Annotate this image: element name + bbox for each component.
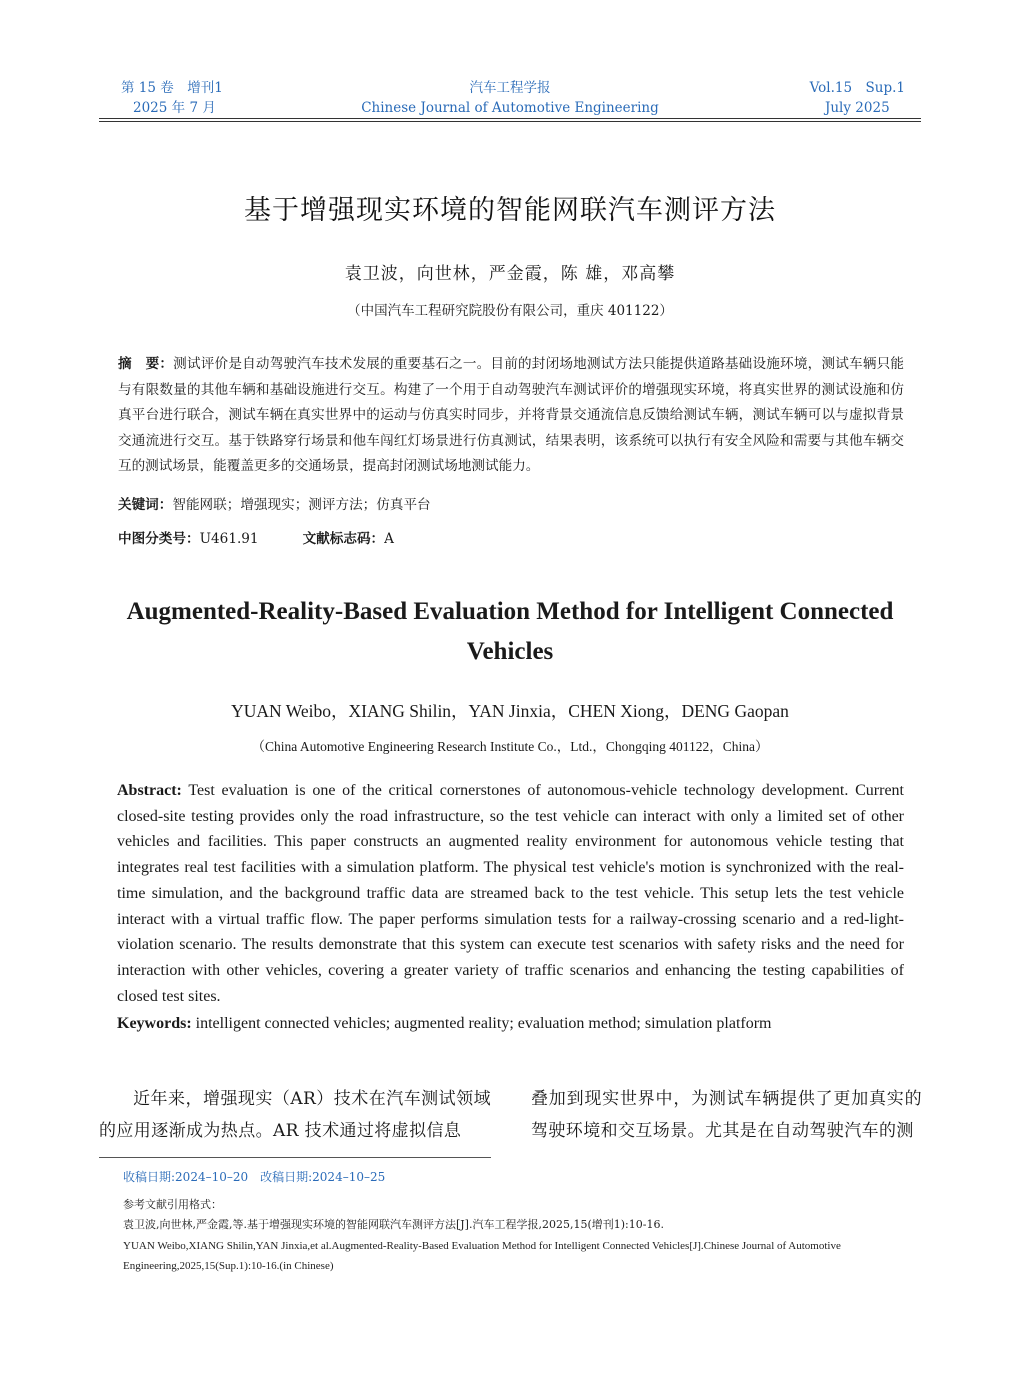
abstract-en-text: Test evaluation is one of the critical cornerstones of autonomous-vehicle technology development. Current closed-site testing provides only the road infrastructure, so the test vehicle can interact with only a limited set of other vehicles and facilities. This paper constructs an augmented reality environment for autonomous vehicle testing that integrates real test facilities with a simulation platform. The physical test vehicle's motion is synchronized with the real-time simulation, and the background traffic data are streamed back to the test vehicle. This setup lets the test vehicle interact with a virtual traffic flow. The paper performs simulation tests for a railway-crossing scenario and a red-light-violation scenario. The results demonstrate that this system can execute test scenarios with safety risks and the need for interaction with other vehicles, covering a greater variety of traffic scenarios and enhancing the testing capabilities of closed test sites. bbox=[117, 782, 905, 1005]
keywords-cn-text: 智能网联；增强现实；测评方法；仿真平台 bbox=[172, 497, 431, 513]
header-right bbox=[810, 78, 905, 118]
volume-en: Vol.15 Sup.1 bbox=[809, 80, 905, 96]
abstract-cn-label: 摘 要： bbox=[118, 356, 174, 372]
clc-value: U461.91 bbox=[199, 531, 259, 547]
journal-cn: 汽车工程学报 bbox=[469, 80, 551, 96]
journal-en: Chinese Journal of Automotive Engineering bbox=[361, 100, 659, 116]
classification bbox=[118, 527, 394, 547]
volume-cn: 第 15 卷 增刊1 bbox=[121, 80, 223, 96]
date-en: July 2025 bbox=[824, 100, 890, 116]
header-rule bbox=[99, 118, 921, 119]
received-dates: 收稿日期:2024–10–20 改稿日期:2024–10–25 bbox=[123, 1170, 386, 1184]
doc-code-value: A bbox=[384, 531, 394, 547]
affiliation-cn: （中国汽车工程研究院股份有限公司，重庆 401122） bbox=[347, 303, 673, 319]
abstract-en-label: Abstract: bbox=[117, 782, 182, 799]
title-en: Augmented-Reality-Based Evaluation Method for Intelligent Connected Vehicles bbox=[126, 598, 894, 665]
keywords-en-text: intelligent connected vehicles; augmented reality; evaluation method; simulation platform bbox=[195, 1015, 772, 1032]
doc-code-label: 文献标志码： bbox=[302, 531, 385, 547]
title-cn: 基于增强现实环境的智能网联汽车测评方法 bbox=[244, 195, 776, 226]
body-col1-text: 近年来，增强现实（AR）技术在汽车测试领域的应用逐渐成为热点。AR 技术通过将虚拟信息 bbox=[99, 1089, 491, 1141]
abstract-en bbox=[117, 778, 904, 1009]
citation-en: YUAN Weibo,XIANG Shilin,YAN Jinxia,et al.Augmented-Reality-Based Evaluation Method for Intelligent Connected Vehicles[J].Chinese Journal of Automotive Engineering,2025,15(Sup.1):10-16.(in Chinese) bbox=[123, 1240, 841, 1272]
keywords-cn bbox=[118, 493, 431, 513]
running-header bbox=[99, 78, 921, 118]
keywords-en-label: Keywords: bbox=[117, 1015, 192, 1032]
abstract-cn bbox=[118, 352, 904, 480]
keywords-en bbox=[117, 1015, 907, 1033]
body-col2-text: 叠加到现实世界中，为测试车辆提供了更加真实的驾驶环境和交互场景。尤其是在自动驾驶汽车的测 bbox=[531, 1089, 922, 1141]
body-column-right bbox=[531, 1083, 922, 1147]
authors-en: YUAN Weibo，XIANG Shilin，YAN Jinxia，CHEN Xiong，DENG Gaopan bbox=[231, 701, 789, 721]
affiliation-en: （China Automotive Engineering Research Institute Co.，Ltd.，Chongqing 401122，China） bbox=[251, 739, 769, 754]
header-rule-thin bbox=[99, 121, 921, 122]
body-column-left bbox=[99, 1083, 491, 1147]
abstract-cn-text: 测试评价是自动驾驶汽车技术发展的重要基石之一。目前的封闭场地测试方法只能提供道路基础设施环境，测试车辆只能与有限数量的其他车辆和基础设施进行交互。构建了一个用于自动驾驶汽车测试评价的增强现实环境，将真实世界的测试设施和仿真平台进行联合，测试车辆在真实世界中的运动与仿真实时同步，并将背景交通流信息反馈给测试车辆，测试车辆可以与虚拟背景交通流进行交互。基于铁路穿行场景和他车闯红灯场景进行仿真测试，结果表明，该系统可以执行有安全风险和需要与其他车辆交互的测试场景，能覆盖更多的交通场景，提高封闭测试场地测试能力。 bbox=[118, 356, 904, 474]
date-cn: 2025 年 7 月 bbox=[133, 100, 216, 116]
citation-heading: 参考文献引用格式： bbox=[123, 1198, 222, 1211]
citation-cn: 袁卫波,向世林,严金霞,等.基于增强现实环境的智能网联汽车测评方法[J].汽车工程学报,2025,15(增刊1):10-16. bbox=[123, 1218, 664, 1231]
keywords-cn-label: 关键词： bbox=[118, 497, 173, 513]
authors-cn: 袁卫波，向世林，严金霞，陈 雄，邓高攀 bbox=[344, 264, 676, 284]
header-center bbox=[99, 78, 921, 118]
clc-label: 中图分类号： bbox=[118, 531, 200, 547]
footnote-rule bbox=[99, 1157, 491, 1158]
